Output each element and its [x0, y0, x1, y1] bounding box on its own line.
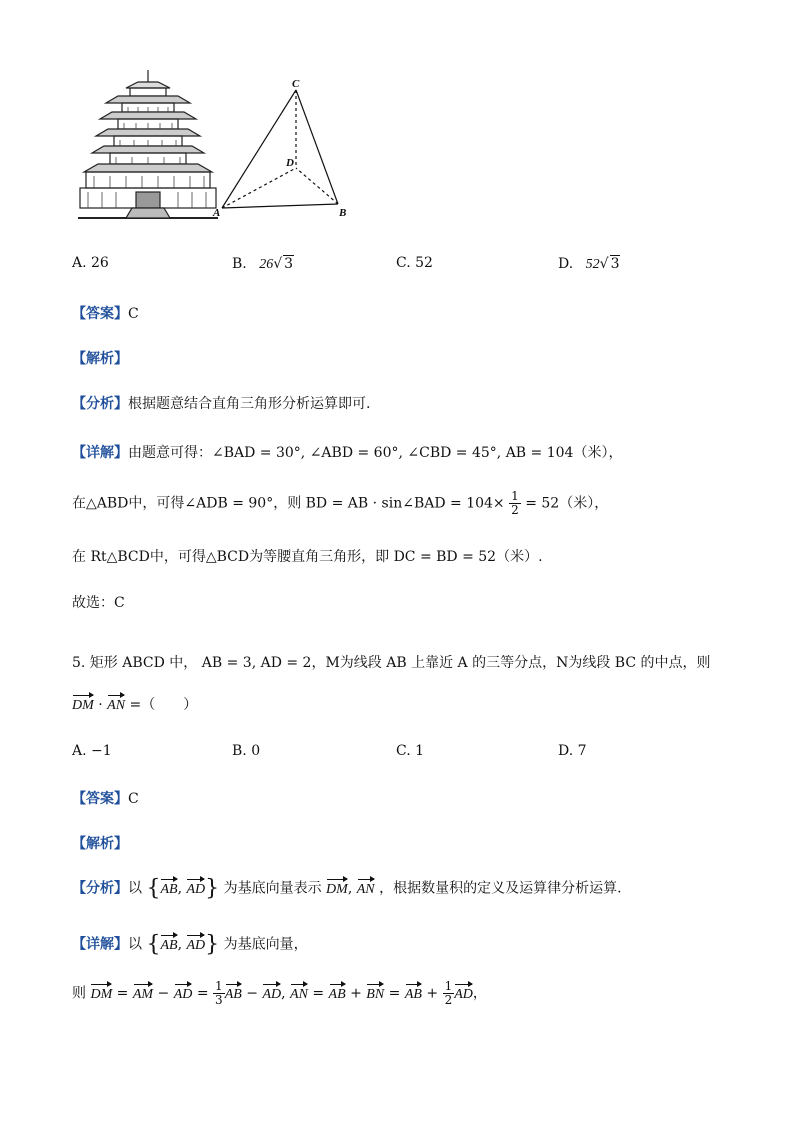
q4-line3: 在 Rt△BCD中，可得△BCD为等腰直角三角形，即 DC = BD = 52（米）. [72, 549, 543, 565]
q5-option-d: D. 7 [558, 743, 587, 759]
q4-analysis-heading: 【解析】 [72, 351, 128, 367]
q5-analysis-heading: 【解析】 [72, 836, 128, 852]
q4-choose: 故选：C [72, 595, 125, 611]
q5-answer: 【答案】C [72, 791, 139, 807]
q5-xiangjie: 【详解】以 {AB, AD} 为基底向量， [72, 932, 308, 957]
q5-option-a: A. −1 [72, 743, 112, 759]
q5-option-b: B. 0 [232, 743, 261, 759]
edge-ab [222, 204, 338, 208]
q4-fenxi: 【分析】根据题意结合直角三角形分析运算即可. [72, 396, 371, 412]
q4-line2: 在△ABD中，可得∠ADB = 90°，则 BD = AB · sin∠BAD = 104× $\frac{1}{2}$ = 52（米）， [72, 489, 609, 517]
edge-ca [222, 90, 296, 208]
fraction-half: $\frac{1}{2}$ [511, 489, 519, 517]
edge-ad [222, 168, 296, 208]
q4-answer: 【答案】C [72, 306, 139, 322]
q4-option-c: C. 52 [396, 255, 433, 271]
q5-stem-line2: DM · AN =（ ） [72, 697, 198, 713]
q5-fenxi: 【分析】以 {AB, AD} 为基底向量表示 DM, AN ，根据数量积的定义及运算律分析运算. [72, 876, 622, 901]
q5-final-formula: 则 DM = AM − AD = $\frac{1}{3}$ AB − AD, AN = AB + BN = AB + $\frac{1}{2}$ AD， [72, 979, 487, 1007]
q5-stem: 5. 矩形 ABCD 中， AB = 3, AD = 2，M为线段 AB 上靠近 A 的三等分点，N为线段 BC 的中点，则 [72, 655, 711, 671]
label-c: C [292, 78, 300, 90]
tetrahedron-figure [210, 76, 360, 220]
q4-option-d: D. 52√ 3 [558, 256, 620, 272]
q4-xiangjie: 【详解】由题意可得：∠BAD = 30°, ∠ABD = 60°, ∠CBD = 45°, AB = 104（米）， [72, 445, 623, 461]
q4-option-b: B. 26√ 3 [232, 256, 294, 272]
edge-cb [296, 90, 338, 204]
label-d: D [286, 157, 294, 169]
pagoda-illustration [78, 68, 221, 220]
label-b: B [339, 207, 347, 219]
q5-option-c: C. 1 [396, 743, 425, 759]
label-a: A [213, 207, 221, 219]
q4-option-a: A. 26 [72, 255, 109, 271]
